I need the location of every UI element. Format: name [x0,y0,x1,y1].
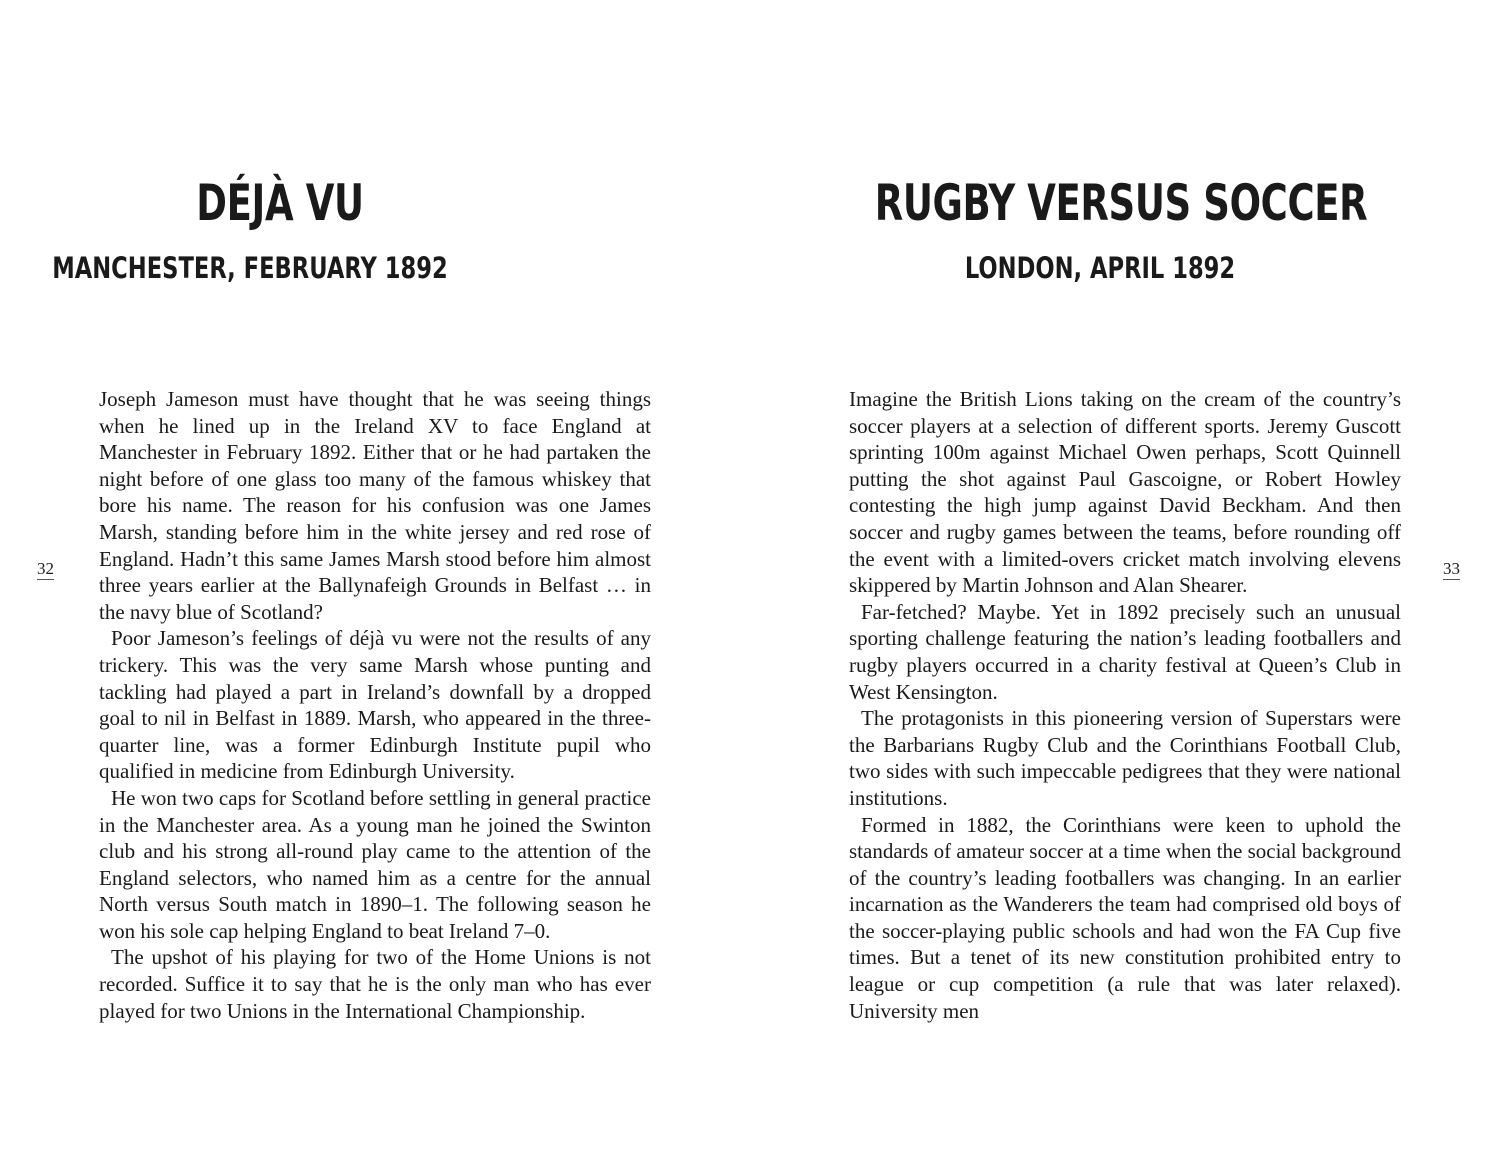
page-number: 32 [37,559,54,578]
paragraph: Imagine the British Lions taking on the cream of the country’s soccer players at a selection of different sports. Jeremy Guscott sprinting 100m against Michael Owen perhaps, Scott Quinnell putting the shot against Paul Gascoigne, or Robert Howley contesting the high jump against David Beckham. And then soccer and rugby games between the teams, before rounding off the event with a limited-overs cricket match involving elevens skippered by Martin Johnson and Alan Shearer. [849,387,1401,598]
paragraph: Joseph Jameson must have thought that he was seeing things when he lined up in the Ireland XV to face England at Manchester in February 1892. Either that or he had partaken the night before of one glass too many of the famous whiskey that bore his name. The reason for his confusion was one James Marsh, standing before him in the white jersey and red rose of England. Hadn’t this same James Marsh stood before him almost three years earlier at the Ballynafeigh Grounds in Belfast … in the navy blue of Scotland? [99,387,651,624]
right-page [750,0,1500,1151]
page-number: 33 [1443,559,1460,578]
body-text [99,386,651,1024]
page-title: RUGBY VERSUS SOCCER [874,174,1368,232]
paragraph: Poor Jameson’s feelings of déjà vu were not the results of any trickery. This was the very same Marsh whose punting and tackling had played a part in Ireland’s downfall by a dropped goal to nil in Belfast in 1889. Marsh, who appeared in the three-quarter line, was a former Edinburgh Institute pupil who qualified in medicine from Edinburgh University. [99,626,651,784]
page-subtitle: LONDON, APRIL 1892 [964,251,1236,285]
paragraph: The upshot of his playing for two of the Home Unions is not recorded. Suffice it to say that he is the only man who has ever played for two Unions in the International Championship. [99,945,651,1023]
page-subtitle: MANCHESTER, FEBRUARY 1892 [52,251,448,285]
body-text [849,386,1401,1024]
paragraph: Far-fetched? Maybe. Yet in 1892 precisely such an unusual sporting challenge featuring the nation’s leading footballers and rugby players occurred in a charity festival at Queen’s Club in West Kensington. [849,599,1401,704]
paragraph: He won two caps for Scotland before settling in general practice in the Manchester area. As a young man he joined the Swinton club and his strong all-round play came to the attention of the England selectors, who named him as a centre for the annual North versus South match in 1890–1. The following season he won his sole cap helping England to beat Ireland 7–0. [99,785,651,943]
paragraph: The protagonists in this pioneering version of Superstars were the Barbarians Rugby Club and the Corinthians Football Club, two sides with such impeccable pedigrees that they were national institutions. [849,706,1401,810]
page-title: DÉJÀ VU [196,174,364,232]
paragraph: Formed in 1882, the Corinthians were keen to uphold the standards of amateur soccer at a time when the social background of the country’s leading footballers was changing. In an earlier incarnation as the Wanderers the team had comprised old boys of the soccer-playing public schools and had won the FA Cup five times. But a tenet of its new constitution prohibited entry to league or cup competition (a rule that was later relaxed). University men [849,812,1401,1023]
